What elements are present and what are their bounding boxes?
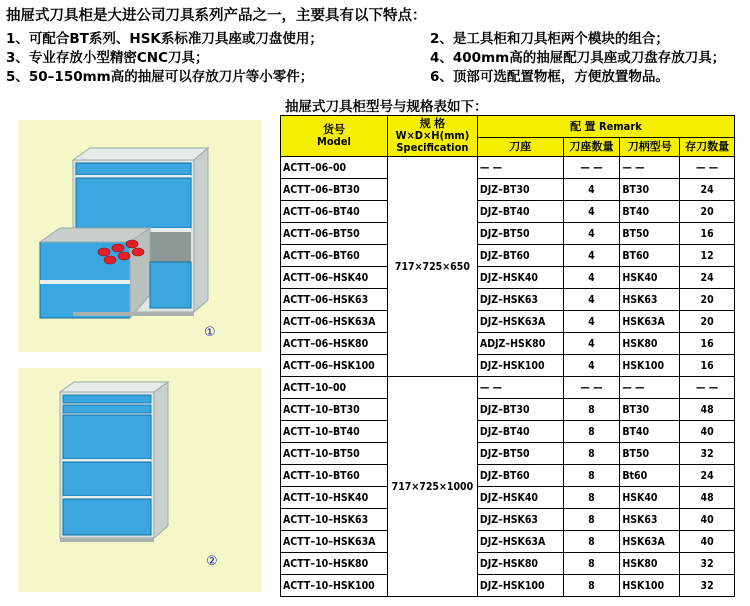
cell-capacity: 20 bbox=[680, 311, 735, 333]
cell-holder: DJZ–HSK80 bbox=[477, 553, 563, 575]
cell-handle: HSK63A bbox=[620, 531, 680, 553]
cell-holder: DJZ–HSK40 bbox=[477, 487, 563, 509]
table-row bbox=[281, 289, 735, 311]
cell-holder: DJZ–BT60 bbox=[477, 465, 563, 487]
cell-holder-qty: 8 bbox=[563, 575, 620, 597]
cell-holder: DJZ–HSK63A bbox=[477, 311, 563, 333]
cell-capacity: 24 bbox=[680, 267, 735, 289]
cell-holder-qty: 8 bbox=[563, 465, 620, 487]
table-row bbox=[281, 509, 735, 531]
cell-holder-qty: 4 bbox=[563, 267, 620, 289]
col-header-capacity: 存刀数量 bbox=[680, 138, 735, 157]
cell-holder-qty: 4 bbox=[563, 333, 620, 355]
cell-handle: HSK40 bbox=[620, 487, 680, 509]
cell-handle: Bt60 bbox=[620, 465, 680, 487]
col-header-model-en: Model bbox=[317, 135, 351, 148]
cabinet-photo-2 bbox=[18, 368, 262, 592]
cell-holder-qty: 4 bbox=[563, 355, 620, 377]
cell-holder: DJZ–HSK63 bbox=[477, 509, 563, 531]
table-row bbox=[281, 443, 735, 465]
cell-handle: HSK100 bbox=[620, 575, 680, 597]
cell-handle: HSK63 bbox=[620, 289, 680, 311]
cell-holder: DJZ–HSK100 bbox=[477, 355, 563, 377]
col-header-holder-qty: 刀座数量 bbox=[563, 138, 620, 157]
feature-5: 5、50–150mm高的抽屉可以存放刀片等小零件； bbox=[6, 69, 314, 85]
cell-holder-qty: 4 bbox=[563, 223, 620, 245]
cell-holder-qty: 8 bbox=[563, 487, 620, 509]
cell-model: ACTT–06–HSK63A bbox=[281, 311, 388, 333]
cell-holder-qty: 8 bbox=[563, 421, 620, 443]
cell-holder-qty: 8 bbox=[563, 531, 620, 553]
cell-handle: HSK80 bbox=[620, 333, 680, 355]
cell-holder-qty: 8 bbox=[563, 553, 620, 575]
cell-holder-qty: 4 bbox=[563, 245, 620, 267]
cell-capacity: 16 bbox=[680, 355, 735, 377]
col-header-model bbox=[281, 116, 388, 157]
cell-capacity: 12 bbox=[680, 245, 735, 267]
cell-handle: BT30 bbox=[620, 179, 680, 201]
cell-capacity: 20 bbox=[680, 289, 735, 311]
cell-model: ACTT–06–HSK40 bbox=[281, 267, 388, 289]
table-row bbox=[281, 355, 735, 377]
table-row bbox=[281, 333, 735, 355]
cell-model: ACTT–06–HSK100 bbox=[281, 355, 388, 377]
cell-specification: 717×725×650 bbox=[387, 157, 477, 377]
cell-model: ACTT–10–BT50 bbox=[281, 443, 388, 465]
cell-model: ACTT–06–00 bbox=[281, 157, 388, 179]
cell-holder: DJZ–HSK63A bbox=[477, 531, 563, 553]
table-row bbox=[281, 465, 735, 487]
cell-model: ACTT–10–HSK80 bbox=[281, 553, 388, 575]
table-row bbox=[281, 531, 735, 553]
photo-number-2: ② bbox=[206, 554, 218, 569]
cell-holder: — — bbox=[477, 157, 563, 179]
table-row bbox=[281, 223, 735, 245]
cell-model: ACTT–10–BT40 bbox=[281, 421, 388, 443]
cell-model: ACTT–10–HSK40 bbox=[281, 487, 388, 509]
cell-model: ACTT–06–BT50 bbox=[281, 223, 388, 245]
cell-specification: 717×725×1000 bbox=[387, 377, 477, 597]
cabinet-closed-image bbox=[18, 368, 262, 592]
cell-holder-qty: 8 bbox=[563, 509, 620, 531]
cell-holder: DJZ–BT60 bbox=[477, 245, 563, 267]
cell-capacity: 32 bbox=[680, 553, 735, 575]
cell-handle: HSK80 bbox=[620, 553, 680, 575]
cell-holder: ADJZ–HSK80 bbox=[477, 333, 563, 355]
cell-capacity: — — bbox=[680, 157, 735, 179]
col-header-holder: 刀座 bbox=[477, 138, 563, 157]
cell-handle: BT40 bbox=[620, 421, 680, 443]
table-row bbox=[281, 179, 735, 201]
cell-capacity: 16 bbox=[680, 223, 735, 245]
feature-1: 1、可配合BT系列、HSK系标准刀具座或刀盘使用； bbox=[6, 31, 323, 47]
cell-holder-qty: 4 bbox=[563, 289, 620, 311]
cell-handle: — — bbox=[620, 157, 680, 179]
cell-capacity: 32 bbox=[680, 443, 735, 465]
cell-holder-qty: 4 bbox=[563, 179, 620, 201]
col-header-model-cn: 货号 bbox=[322, 123, 345, 136]
cabinet-open-drawer-image bbox=[18, 120, 262, 352]
cell-holder: DJZ–BT30 bbox=[477, 399, 563, 421]
cell-holder: DJZ–BT30 bbox=[477, 179, 563, 201]
cell-model: ACTT–06–BT40 bbox=[281, 201, 388, 223]
cell-holder: DJZ–BT50 bbox=[477, 223, 563, 245]
cell-handle: BT50 bbox=[620, 223, 680, 245]
photo-number-1: ① bbox=[204, 325, 216, 340]
table-row bbox=[281, 245, 735, 267]
table-row bbox=[281, 399, 735, 421]
cell-model: ACTT–10–BT60 bbox=[281, 465, 388, 487]
cell-holder-qty: — — bbox=[563, 157, 620, 179]
table-row bbox=[281, 311, 735, 333]
feature-2: 2、是工具柜和刀具柜两个模块的组合； bbox=[430, 31, 669, 47]
spec-table-body bbox=[281, 157, 735, 597]
cell-holder: DJZ–HSK40 bbox=[477, 267, 563, 289]
cell-holder: DJZ–HSK63 bbox=[477, 289, 563, 311]
cell-holder: DJZ–BT40 bbox=[477, 201, 563, 223]
cell-holder-qty: 4 bbox=[563, 311, 620, 333]
cell-handle: HSK63A bbox=[620, 311, 680, 333]
table-row bbox=[281, 201, 735, 223]
page-title: 抽屉式刀具柜是大进公司刀具系列产品之一，主要具有以下特点： bbox=[6, 8, 427, 24]
cell-model: ACTT–06–BT30 bbox=[281, 179, 388, 201]
cell-holder: DJZ–BT50 bbox=[477, 443, 563, 465]
cell-capacity: — — bbox=[680, 377, 735, 399]
cell-capacity: 24 bbox=[680, 465, 735, 487]
cell-model: ACTT–10–00 bbox=[281, 377, 388, 399]
feature-6: 6、顶部可选配置物框，方便放置物品。 bbox=[430, 69, 669, 85]
cell-model: ACTT–10–HSK63 bbox=[281, 509, 388, 531]
cell-capacity: 48 bbox=[680, 487, 735, 509]
table-row bbox=[281, 377, 735, 399]
cell-holder-qty: 4 bbox=[563, 201, 620, 223]
spec-table bbox=[280, 115, 735, 597]
col-header-config: 配 置 Remark bbox=[477, 116, 734, 138]
cell-handle: BT30 bbox=[620, 399, 680, 421]
cell-capacity: 16 bbox=[680, 333, 735, 355]
cell-holder: DJZ–BT40 bbox=[477, 421, 563, 443]
cell-model: ACTT–10–HSK100 bbox=[281, 575, 388, 597]
cell-holder-qty: 8 bbox=[563, 443, 620, 465]
cell-model: ACTT–10–HSK63A bbox=[281, 531, 388, 553]
col-header-handle: 刀柄型号 bbox=[620, 138, 680, 157]
table-row bbox=[281, 487, 735, 509]
feature-3: 3、专业存放小型精密CNC刀具； bbox=[6, 50, 209, 66]
cell-handle: BT60 bbox=[620, 245, 680, 267]
cell-model: ACTT–06–HSK63 bbox=[281, 289, 388, 311]
col-header-spec-cn: 规 格 bbox=[419, 117, 446, 130]
cell-model: ACTT–06–BT60 bbox=[281, 245, 388, 267]
cell-capacity: 48 bbox=[680, 399, 735, 421]
cabinet-photo-1 bbox=[18, 120, 262, 352]
cell-handle: HSK63 bbox=[620, 509, 680, 531]
cell-holder: DJZ–HSK100 bbox=[477, 575, 563, 597]
cell-capacity: 20 bbox=[680, 201, 735, 223]
cell-capacity: 32 bbox=[680, 575, 735, 597]
table-row bbox=[281, 553, 735, 575]
table-row bbox=[281, 157, 735, 179]
table-row bbox=[281, 267, 735, 289]
cell-handle: BT50 bbox=[620, 443, 680, 465]
cell-holder-qty: 8 bbox=[563, 399, 620, 421]
cell-model: ACTT–06–HSK80 bbox=[281, 333, 388, 355]
cell-capacity: 40 bbox=[680, 509, 735, 531]
table-title: 抽屉式刀具柜型号与规格表如下： bbox=[285, 99, 488, 115]
cell-capacity: 40 bbox=[680, 531, 735, 553]
cell-handle: HSK40 bbox=[620, 267, 680, 289]
col-header-spec-en: Specification bbox=[396, 141, 469, 154]
cell-model: ACTT–10–BT30 bbox=[281, 399, 388, 421]
col-header-spec-dims: W×D×H(mm) bbox=[395, 129, 470, 142]
col-header-spec bbox=[387, 116, 477, 157]
cell-handle: BT40 bbox=[620, 201, 680, 223]
cell-holder-qty: — — bbox=[563, 377, 620, 399]
cell-handle: HSK100 bbox=[620, 355, 680, 377]
cell-holder: — — bbox=[477, 377, 563, 399]
table-row bbox=[281, 575, 735, 597]
cell-capacity: 40 bbox=[680, 421, 735, 443]
feature-4: 4、400mm高的抽屉配刀具座或刀盘存放刀具； bbox=[430, 50, 726, 66]
table-row bbox=[281, 421, 735, 443]
cell-handle: — — bbox=[620, 377, 680, 399]
cell-capacity: 24 bbox=[680, 179, 735, 201]
